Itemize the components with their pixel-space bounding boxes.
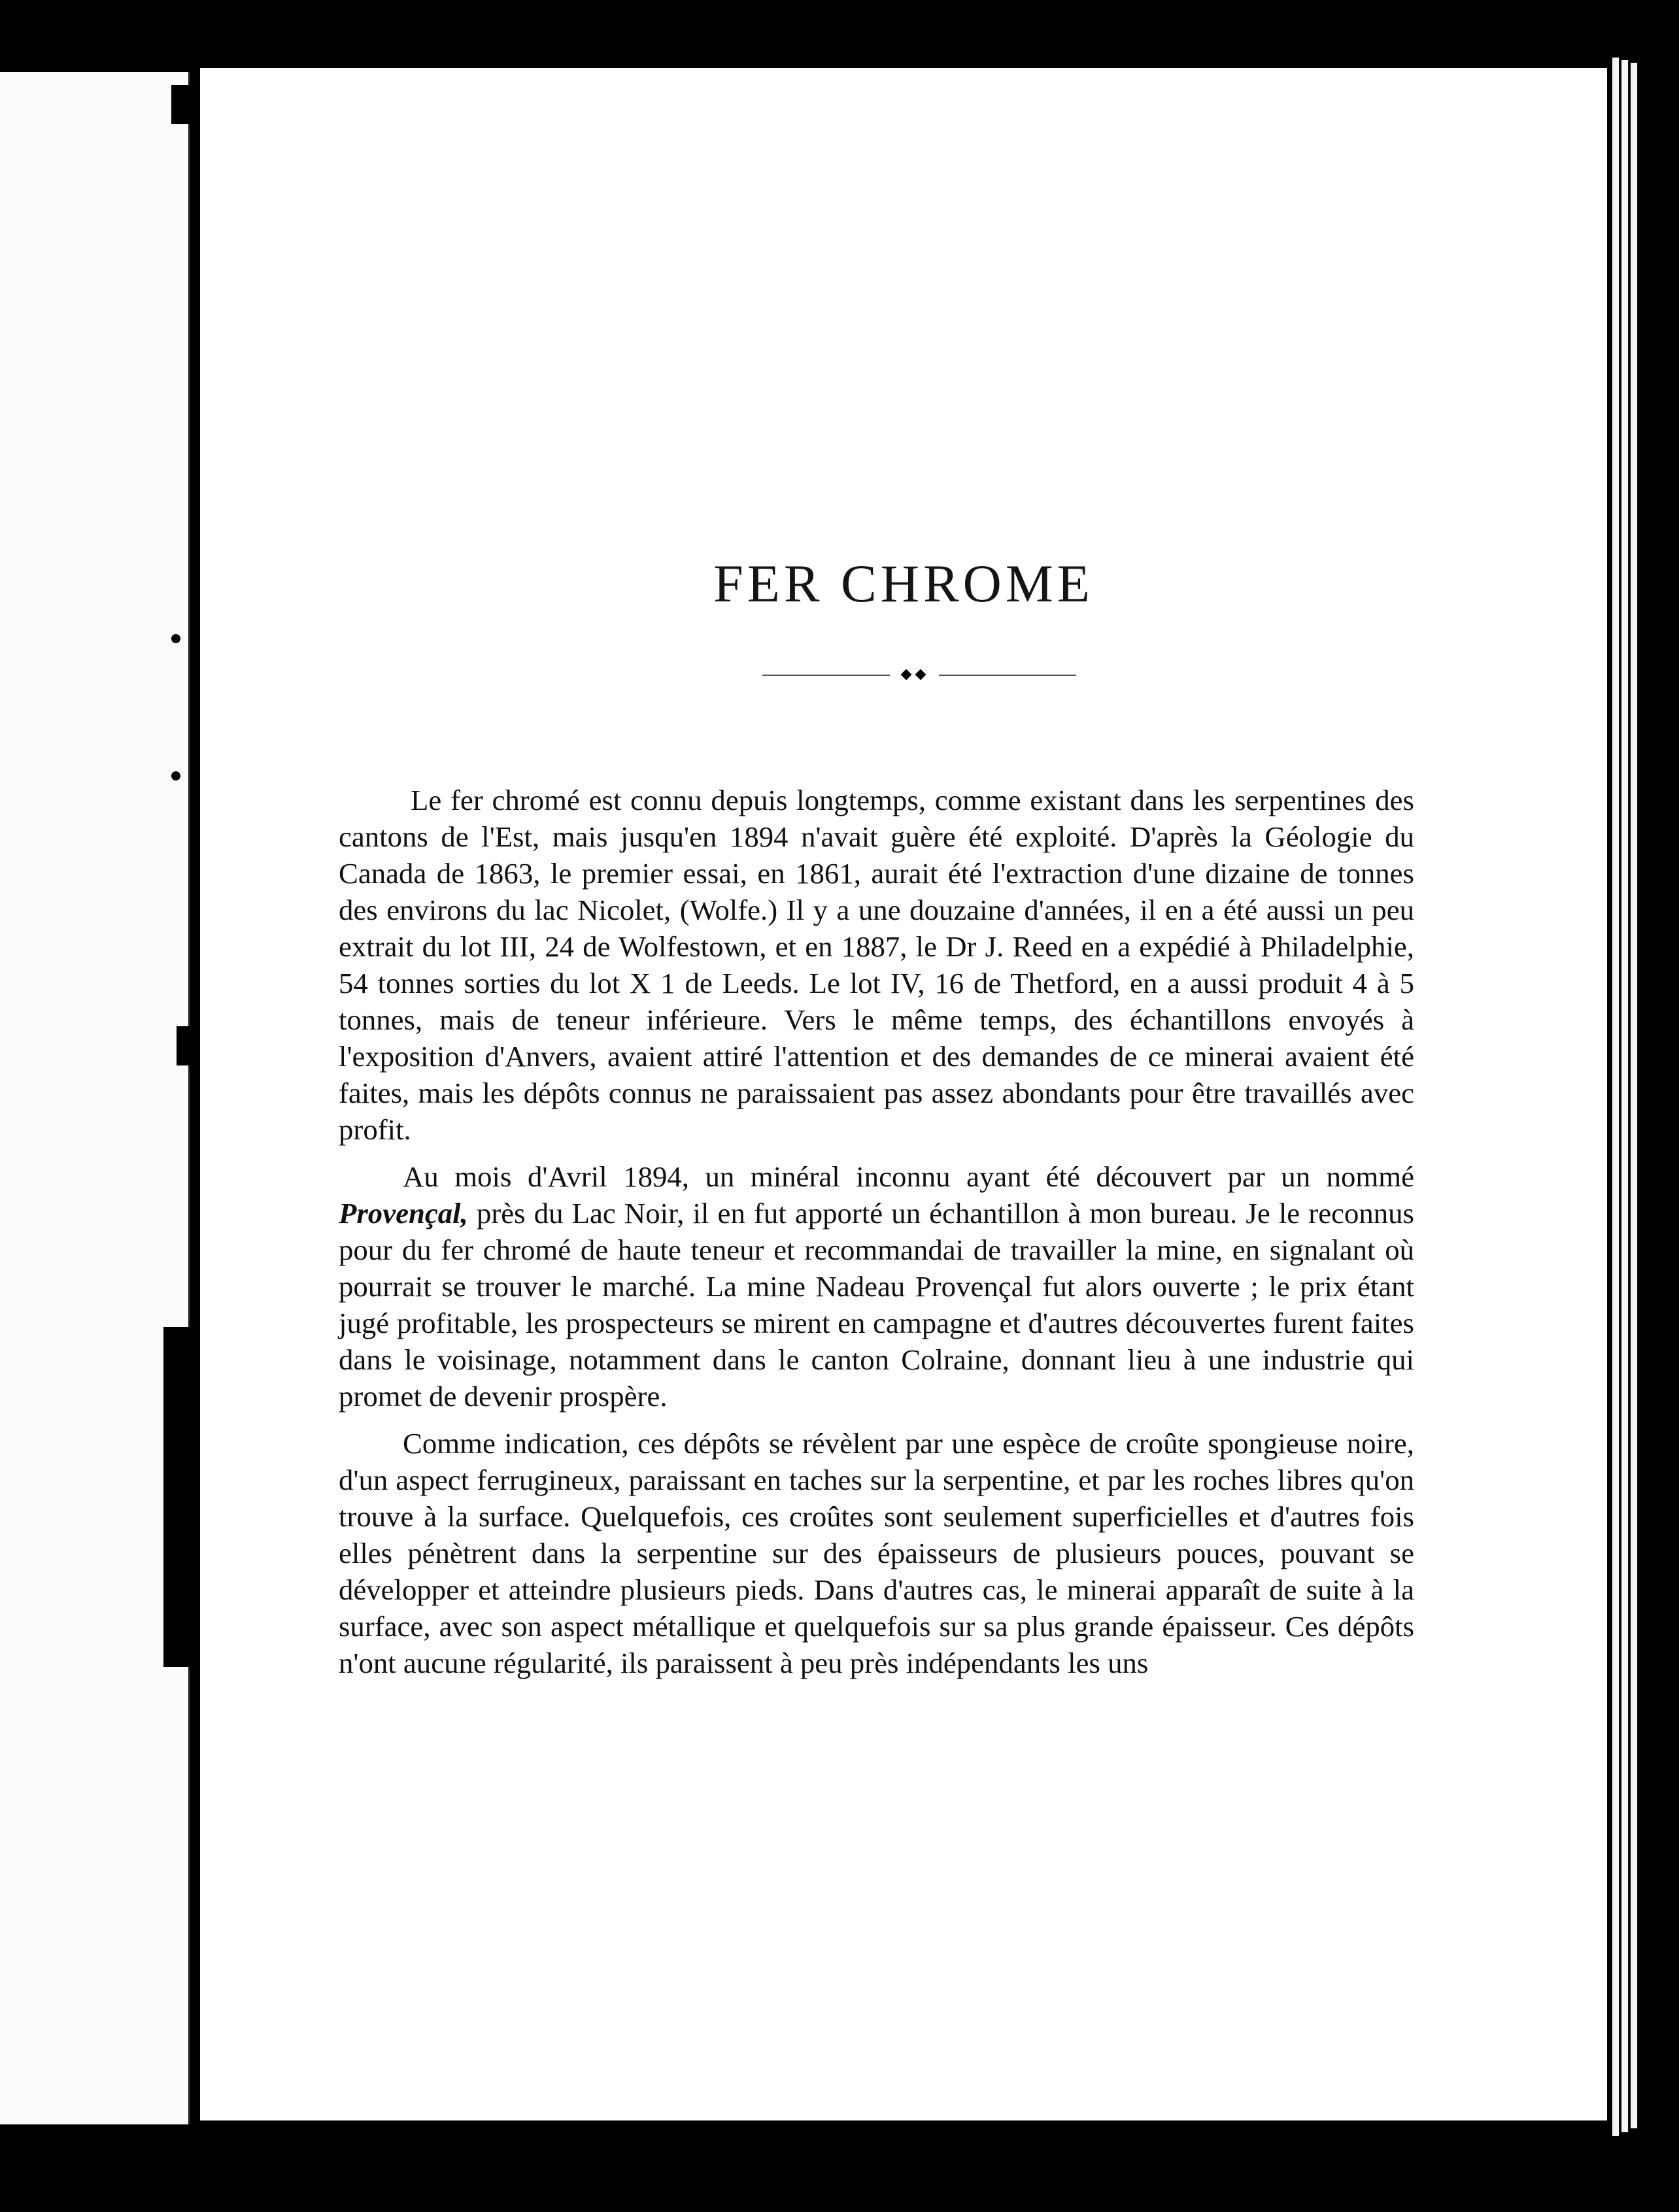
ornament-diamond [915,669,926,680]
edge-mark [171,771,180,780]
page-title: FER CHROME [713,554,1094,613]
previous-page-fragment [0,72,190,2124]
paragraph [339,1158,1414,1415]
page-tear [177,1026,196,1065]
ornament-line [939,675,1076,676]
article-body [339,782,1414,1692]
paragraph: Le fer chromé est connu depuis longtemps, comme existant dans les serpentines des cantons de l'Est, mais jusqu'en 1894 n'avait guère été exploité. D'après la Géologie du Canada de 1863, le premier essai, en 1861, aurait été l'extraction d'une dizaine de tonnes des environs du lac Nicolet, (Wolfe.) Il y a une douzaine d'années, il en a été aussi un peu extrait du lot III, 24 de Wolfestown, et en 1887, le Dr J. Reed en a expédié à Philadelphie, 54 tonnes sorties du lot X 1 de Leeds. Le lot IV, 16 de Thetford, en a aussi produit 4 à 5 tonnes, mais de teneur inférieure. Vers le même temps, des échantillons envoyés à l'exposition d'Anvers, avaient attiré l'attention et des demandes de ce minerai avaient été faites, mais les dépôts connus ne paraissaient pas assez abondants pour être travaillés avec profit. [339,784,1414,1146]
paragraph-text: Au mois d'Avril 1894, un minéral inconnu ayant été découvert par un nommé [403,1160,1414,1193]
page-edge [1612,58,1620,2136]
emphasized-name: Provençal, [339,1197,468,1230]
paragraph-text: près du Lac Noir, il en fut apporté un échantillon à mon bureau. Je le reconnus pour du fer chromé de haute teneur et recommandai de travailler la mine, en signalant où pourrait se trouver le marché. La mine Nadeau Provençal fut alors ouverte ; le prix étant jugé profitable, les prospecteurs se mirent en campagne et d'autres découvertes furent faites dans le voisinage, notamment dans le canton Colraine, donnant lieu à une industrie qui promet de devenir prospère. [339,1197,1414,1413]
page-edge [1621,60,1629,2132]
title-ornament [762,668,1076,681]
paragraph: Comme indication, ces dépôts se révèlent par une espèce de croûte spongieuse noire, d'un aspect ferrugineux, paraissant en taches sur la serpentine, et par les roches libres qu'on trouve à la surface. Quelquefois, ces croûtes sont seulement superficielles et d'autres fois elles pénètrent dans la serpentine sur des épaisseurs de plusieurs pouces, pouvant se développer et atteindre plusieurs pieds. Dans d'autres cas, le minerai apparaît de suite à la surface, avec son aspect métallique et quelquefois sur sa plus grande épaisseur. Ces dépôts n'ont aucune régularité, ils paraissent à peu près indépendants les uns [339,1427,1414,1679]
document-page [200,68,1607,2120]
page-edge [1631,63,1638,2128]
page-tear [171,85,197,124]
edge-mark [171,634,180,643]
ornament-line [762,675,890,676]
page-tear [163,1327,203,1667]
ornament-diamond [901,669,912,680]
